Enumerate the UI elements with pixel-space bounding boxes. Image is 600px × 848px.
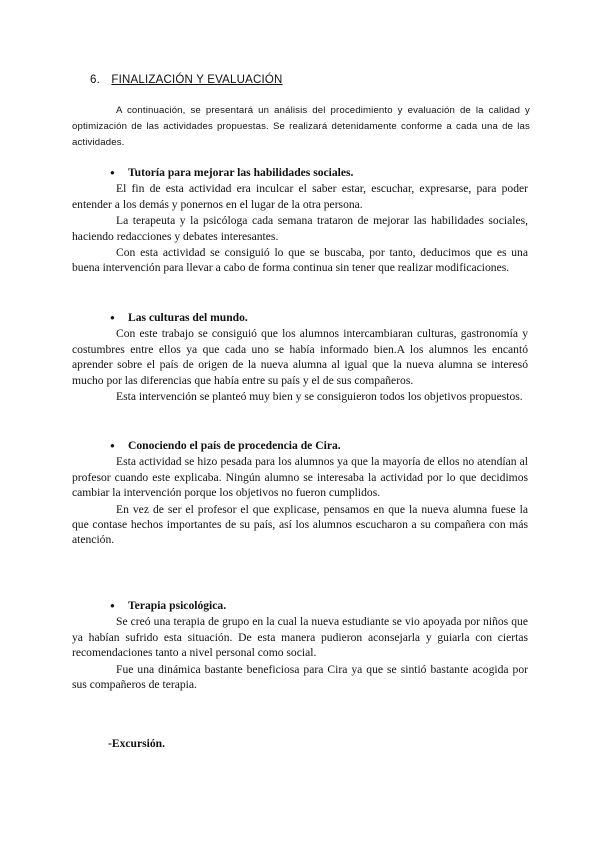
paragraph: Con este trabajo se consiguió que los alumnos intercambiaran culturas, gastronomía y costumbres entre ellos ya que cada uno se había informado bien.A los alumnos les encantó aprender sobre el país de origen de la nueva alumna al igual que la nueva alumna se interesó mucho por las diferencias que había entre su país y el de sus compañeros. bbox=[72, 327, 528, 387]
section-heading bbox=[90, 74, 283, 86]
section-title-text: Las culturas del mundo. bbox=[128, 311, 248, 324]
paragraph: Esta actividad se hizo pesada para los alumnos ya que la mayoría de ellos no atendían al profesor cuando este explicaba. Ningún alumno se interesaba la actividad por lo que decidimos cambiar la intervención porque los objetivos no fueron cumplidos. bbox=[72, 455, 528, 500]
heading-title: FINALIZACIÓN Y EVALUACIÓN bbox=[111, 74, 283, 86]
paragraph: Se creó una terapia de grupo en la cual la nueva estudiante se vio apoyada por niños que ya habían sufrido esta situación. De esta manera pudieron aconsejarla y guiarla con ciertas recomendaciones tanto a nivel personal como social. bbox=[72, 615, 528, 660]
section-title-text: Tutoría para mejorar las habilidades sociales. bbox=[128, 166, 354, 179]
section-title-text: Conociendo el país de procedencia de Cira. bbox=[128, 439, 341, 452]
paragraph: Con esta actividad se consiguió lo que se buscaba, por tanto, deducimos que es una buena intervención para llevar a cabo de forma continua sin tener que realizar modificaciones. bbox=[72, 246, 528, 275]
excursion-heading: -Excursión. bbox=[108, 737, 166, 750]
section-conociendo bbox=[72, 438, 528, 548]
bullet-icon: ● bbox=[110, 168, 115, 177]
section-title bbox=[110, 310, 528, 325]
section-title-text: Terapia psicológica. bbox=[128, 599, 227, 612]
intro-paragraph: A continuación, se presentará un análisis del procedimiento y evaluación de la calidad y optimización de las actividades propuestas. Se realizará detenidamente conforme a cada una de las actividades. bbox=[72, 105, 530, 148]
bullet-icon: ● bbox=[110, 441, 115, 450]
section-culturas bbox=[72, 310, 528, 404]
paragraph: Fue una dinámica bastante beneficiosa para Cira ya que se sintió bastante acogida por sus compañeros de terapia. bbox=[72, 662, 528, 692]
bullet-icon: ● bbox=[110, 313, 115, 322]
section-title bbox=[110, 598, 528, 613]
heading-number: 6. bbox=[90, 74, 100, 86]
section-tutoria bbox=[72, 165, 528, 276]
paragraph: En vez de ser el profesor el que explicase, pensamos en que la nueva alumna fuese la que contase hechos importantes de su país, así los alumnos escucharon a su compañera con más atención. bbox=[72, 502, 528, 547]
section-title bbox=[110, 438, 528, 453]
bullet-icon: ● bbox=[110, 601, 115, 610]
section-title bbox=[110, 165, 528, 180]
paragraph: Esta intervención se planteó muy bien y se consiguieron todos los objetivos propuestos. bbox=[116, 390, 523, 404]
paragraph: La terapeuta y la psicóloga cada semana trataron de mejorar las habilidades sociales, haciendo redacciones y debates interesantes. bbox=[72, 214, 528, 243]
paragraph: El fin de esta actividad era inculcar el saber estar, escuchar, expresarse, para poder entender a los demás y ponernos en el lugar de la otra persona. bbox=[72, 182, 528, 211]
section-terapia bbox=[72, 598, 528, 692]
